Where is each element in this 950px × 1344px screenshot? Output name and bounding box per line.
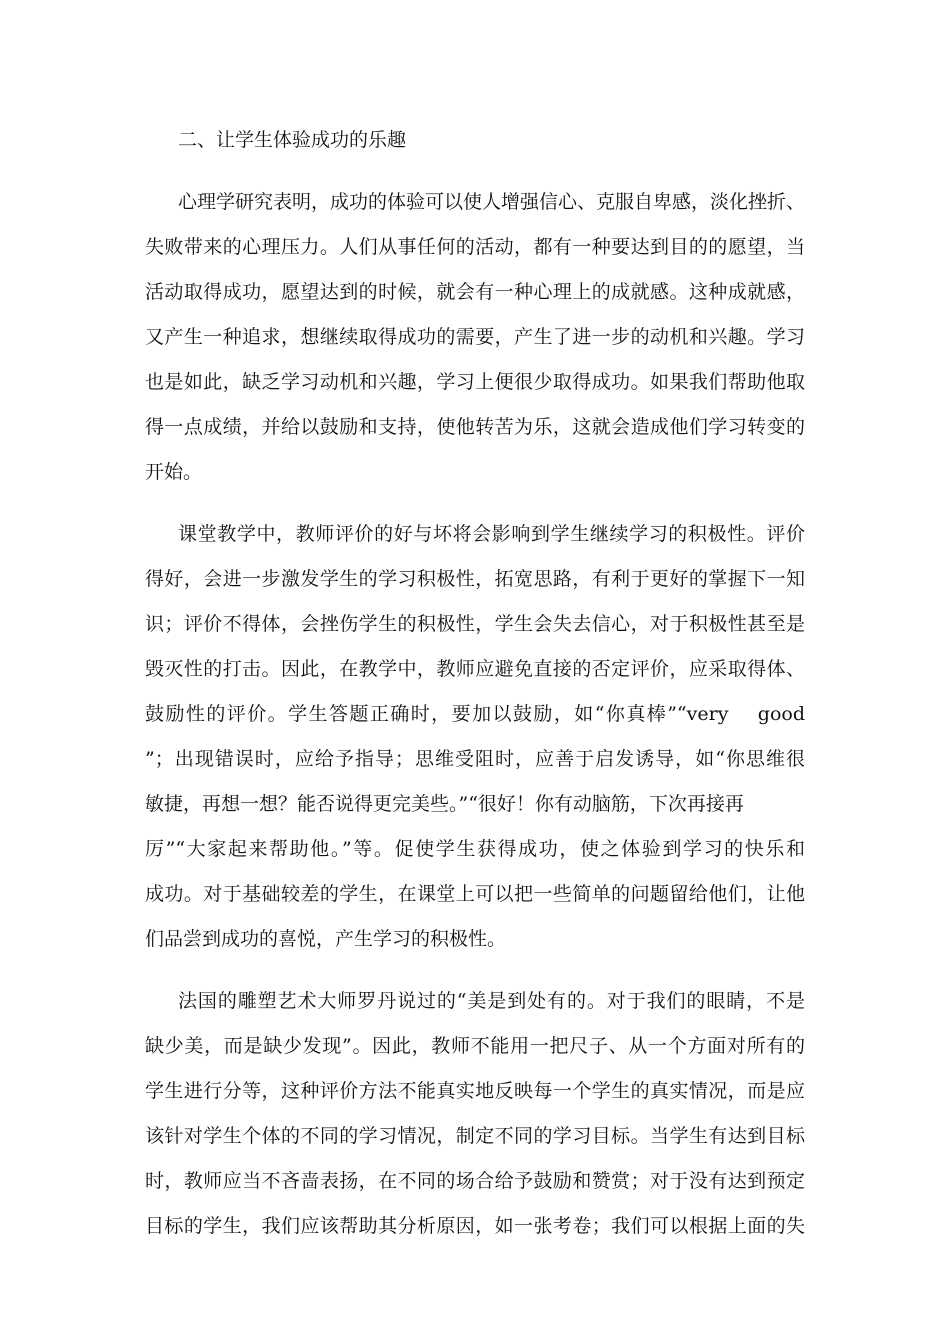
paragraph-line: 缺少美，而是缺少发现”。因此，教师不能用一把尺子、从一个方面对所有的 bbox=[145, 1035, 805, 1057]
paragraph-line: 得一点成绩，并给以鼓励和支持，使他转苦为乐，这就会造成他们学习转变的 bbox=[145, 416, 805, 438]
paragraph-line: 得好，会进一步激发学生的学习积极性，拓宽思路，有利于更好的掌握下一知 bbox=[145, 568, 805, 590]
paragraph-line: 法国的雕塑艺术大师罗丹说过的“美是到处有的。对于我们的眼睛，不是 bbox=[178, 990, 805, 1012]
paragraph-line: 目标的学生，我们应该帮助其分析原因，如一张考卷；我们可以根据上面的失 bbox=[145, 1215, 805, 1237]
paragraph-line: 们品尝到成功的喜悦，产生学习的积极性。 bbox=[145, 928, 507, 950]
paragraph-line: 成功。对于基础较差的学生，在课堂上可以把一些简单的问题留给他们，让他 bbox=[145, 883, 805, 905]
paragraph-line: 毁灭性的打击。因此，在教学中，教师应避免直接的否定评价，应采取得体、 bbox=[145, 658, 805, 680]
paragraph-line: 活动取得成功，愿望达到的时候，就会有一种心理上的成就感。这种成就感， bbox=[145, 281, 805, 303]
paragraph-line: 也是如此，缺乏学习动机和兴趣，学习上便很少取得成功。如果我们帮助他取 bbox=[145, 371, 805, 393]
section-heading: 二、让学生体验成功的乐趣 bbox=[178, 129, 407, 151]
paragraph-line: 鼓励性的评价。学生答题正确时，要加以鼓励，如“你真棒”“very good bbox=[145, 703, 805, 725]
paragraph-line: 时，教师应当不吝啬表扬，在不同的场合给予鼓励和赞赏；对于没有达到预定 bbox=[145, 1170, 805, 1192]
paragraph-line: 学生进行分等，这种评价方法不能真实地反映每一个学生的真实情况，而是应 bbox=[145, 1080, 805, 1102]
paragraph-line: 该针对学生个体的不同的学习情况，制定不同的学习目标。当学生有达到目标 bbox=[145, 1125, 805, 1147]
paragraph-line: 课堂教学中，教师评价的好与坏将会影响到学生继续学习的积极性。评价 bbox=[178, 523, 805, 545]
paragraph-line: 厉”“大家起来帮助他。”等。促使学生获得成功，使之体验到学习的快乐和 bbox=[145, 838, 805, 860]
paragraph-line: 开始。 bbox=[145, 461, 203, 483]
paragraph-line: 心理学研究表明，成功的体验可以使人增强信心、克服自卑感，淡化挫折、 bbox=[178, 191, 806, 213]
paragraph-line: 又产生一种追求，想继续取得成功的需要，产生了进一步的动机和兴趣。学习 bbox=[145, 326, 805, 348]
paragraph-line: 失败带来的心理压力。人们从事任何的活动，都有一种要达到目的的愿望，当 bbox=[145, 236, 805, 258]
paragraph-line: ”；出现错误时，应给予指导；思维受阻时，应善于启发诱导，如“你思维很 bbox=[145, 748, 805, 770]
paragraph-line: 敏捷，再想一想？能否说得更完美些。”“很好！你有动脑筋，下次再接再 bbox=[145, 793, 744, 815]
paragraph-line: 识；评价不得体，会挫伤学生的积极性，学生会失去信心，对于积极性甚至是 bbox=[145, 613, 805, 635]
